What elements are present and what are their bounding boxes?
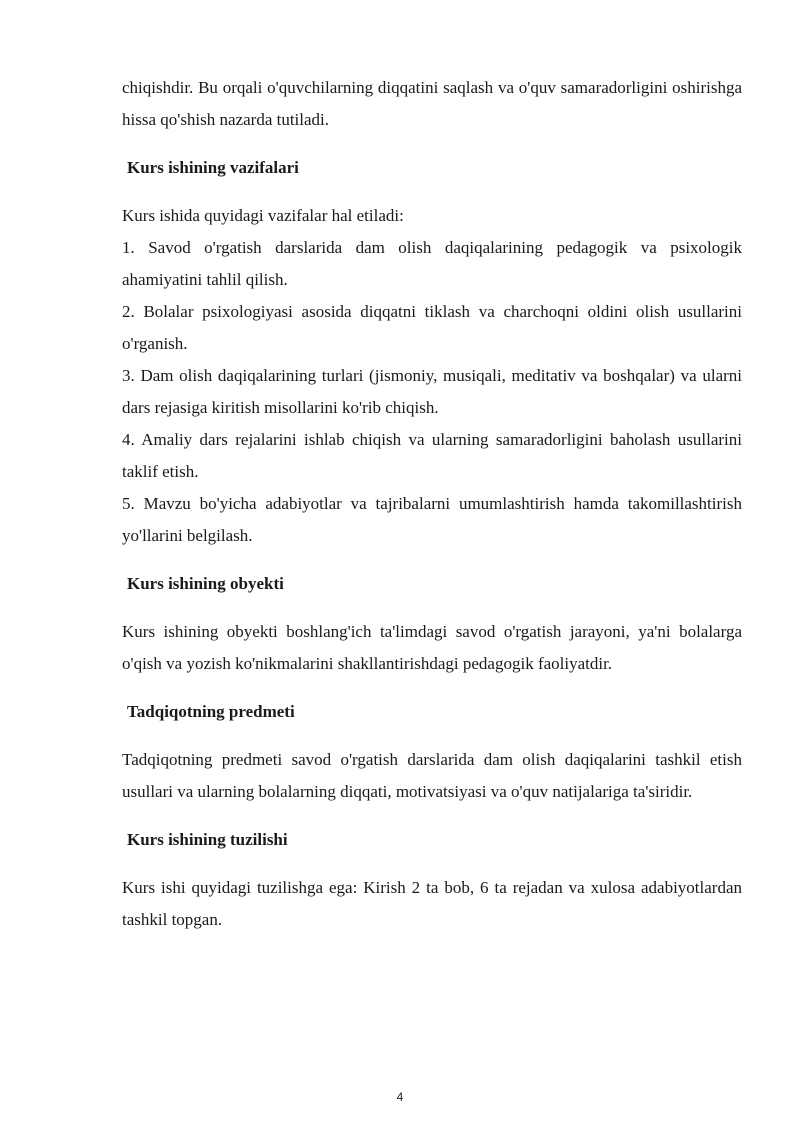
heading-obyekt: Kurs ishining obyekti: [127, 574, 284, 593]
vazifalar-item-5: 5. Mavzu bo'yicha adabiyotlar va tajribalarni umumlashtirish hamda takomillashtirish yo'llarini belgilash.: [122, 494, 742, 545]
intro-paragraph: chiqishdir. Bu orqali o'quvchilarning diqqatini saqlash va o'quv samaradorligini oshirishga hissa qo'shish nazarda tutiladi.: [122, 78, 742, 129]
vazifalar-item-1: 1. Savod o'rgatish darslarida dam olish daqiqalarining pedagogik va psixologik ahamiyatini tahlil qilish.: [122, 238, 742, 289]
page-number: 4: [396, 1090, 404, 1104]
heading-tuzilish: Kurs ishining tuzilishi: [127, 830, 288, 849]
document-page: [122, 72, 742, 936]
vazifalar-lead: Kurs ishida quyidagi vazifalar hal etiladi:: [122, 206, 404, 225]
vazifalar-item-3: 3. Dam olish daqiqalarining turlari (jismoniy, musiqali, meditativ va boshqalar) va ularni dars rejasiga kiritish misollarini ko'rib chiqish.: [122, 366, 742, 417]
tuzilish-paragraph: Kurs ishi quyidagi tuzilishga ega: Kirish 2 ta bob, 6 ta rejadan va xulosa adabiyotlardan tashkil topgan.: [122, 878, 742, 929]
heading-vazifalar: Kurs ishining vazifalari: [127, 158, 299, 177]
heading-predmet: Tadqiqotning predmeti: [127, 702, 295, 721]
vazifalar-item-4: 4. Amaliy dars rejalarini ishlab chiqish va ularning samaradorligini baholash usullarini taklif etish.: [122, 430, 742, 481]
vazifalar-item-2: 2. Bolalar psixologiyasi asosida diqqatni tiklash va charchoqni oldini olish usullarini o'rganish.: [122, 302, 742, 353]
obyekt-paragraph: Kurs ishining obyekti boshlang'ich ta'limdagi savod o'rgatish jarayoni, ya'ni bolalarga o'qish va yozish ko'nikmalarini shakllantirishdagi pedagogik faoliyatdir.: [122, 622, 742, 673]
predmet-paragraph: Tadqiqotning predmeti savod o'rgatish darslarida dam olish daqiqalarini tashkil etish usullari va ularning bolalarning diqqati, motivatsiyasi va o'quv natijalariga ta'siridir.: [122, 750, 742, 801]
